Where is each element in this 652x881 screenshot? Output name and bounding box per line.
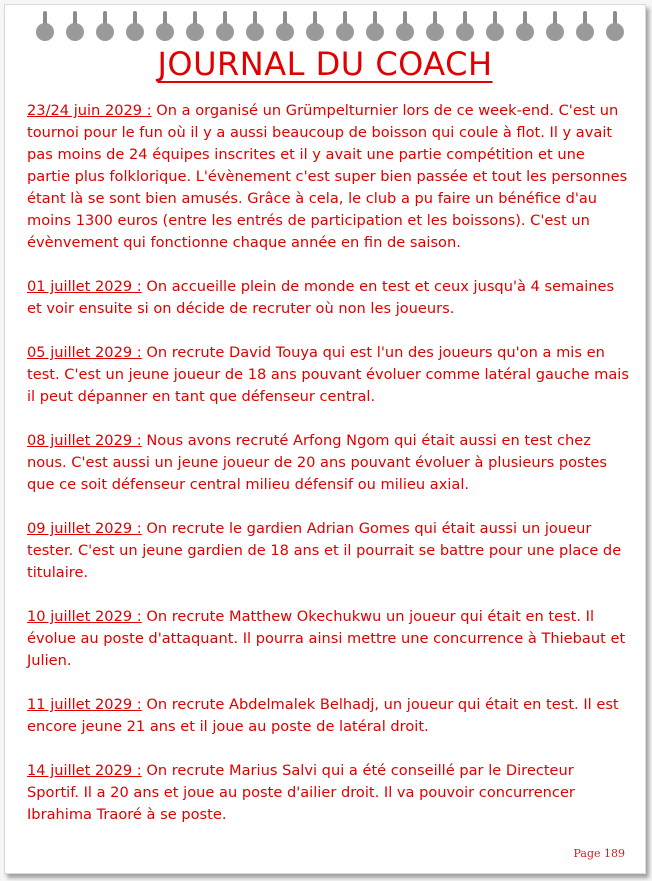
entry-date: 10 juillet 2029 : [27,608,142,625]
journal-entry [27,518,629,584]
journal-entry [27,100,629,254]
entry-text: On recrute Marius Salvi qui a été conseillé par le Directeur Sportif. Il a 20 ans et joue au poste d'ailier droit. Il va pouvoir concurrencer Ibrahima Traoré à se poste. [27,762,575,823]
page-number: Page 189 [573,847,625,860]
entry-text: On recrute David Touya qui est l'un des joueurs qu'on a mis en test. C'est un jeune joueur de 18 ans pouvant évoluer comme latéral gauche mais il peut dépanner en tant que défenseur central. [27,344,629,405]
journal-entry [27,430,629,496]
entry-date: 11 juillet 2029 : [27,696,142,713]
entry-text: On recrute Matthew Okechukwu un joueur qui était en test. Il évolue au poste d'attaquant. Il pourra ainsi mettre une concurrence à Thiebaut et Julien. [27,608,626,669]
entry-text: On recrute Abdelmalek Belhadj, un joueur qui était en test. Il est encore jeune 21 ans et il joue au poste de latéral droit. [27,696,619,735]
entry-text: Nous avons recruté Arfong Ngom qui était aussi en test chez nous. C'est aussi un jeune joueur de 20 ans pouvant évoluer à plusieurs postes que ce soit défenseur central milieu défensif ou milieu axial. [27,432,607,493]
journal-entry [27,760,629,826]
entry-date: 05 juillet 2029 : [27,344,142,361]
journal-entry [27,694,629,738]
journal-entry [27,606,629,672]
entry-date: 23/24 juin 2029 : [27,102,152,119]
notebook-page [4,4,646,874]
entry-date: 01 juillet 2029 : [27,278,142,295]
entry-date: 08 juillet 2029 : [27,432,142,449]
journal-entry [27,342,629,408]
entry-text: On accueille plein de monde en test et ceux jusqu'à 4 semaines et voir ensuite si on décide de recruter où non les joueurs. [27,278,615,317]
journal-entry [27,276,629,320]
entry-date: 09 juillet 2029 : [27,520,142,537]
journal-entries [27,100,629,848]
entry-text: On a organisé un Grümpelturnier lors de ce week-end. C'est un tournoi pour le fun où il y a aussi beaucoup de boisson qui coule à flot. Il y avait pas moins de 24 équipes inscrites et il y avait une partie compétition et une partie plus folklorique. L'évènement c'est super bien passée et tout les personnes étant là se sont bien amusés. Grâce à cela, le club a pu faire un bénéfice d'au moins 1300 euros (entre les entrés de participation et les boissons). C'est un évènvement qui fonctionne chaque année en fin de saison. [27,102,628,251]
page-title: JOURNAL DU COACH [157,45,493,83]
entry-date: 14 juillet 2029 : [27,762,142,779]
entry-text: On recrute le gardien Adrian Gomes qui était aussi un joueur tester. C'est un jeune gardien de 18 ans et il pourrait se battre pour une place de titulaire. [27,520,622,581]
